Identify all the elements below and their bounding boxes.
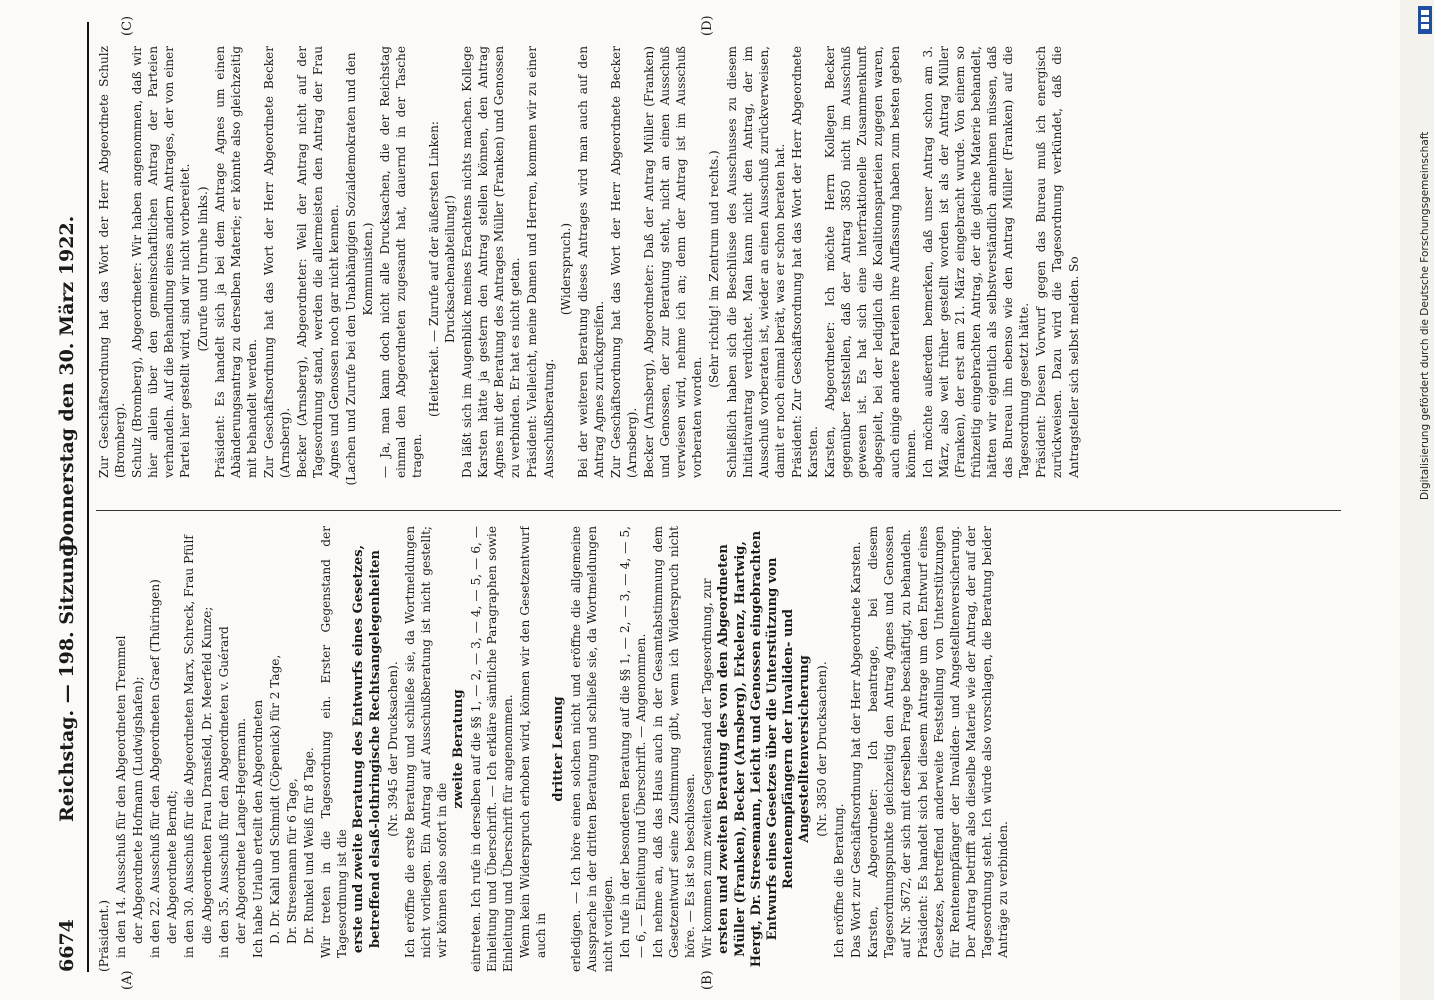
margin-mark-b: (B)	[700, 970, 715, 990]
paragraph: D. Dr. Kahl und Schmidt (Cöpenick) für 2 Tage,	[267, 654, 282, 944]
paragraph: Zur Geschäftsordnung hat das Wort der Herr Abgeordnete Schulz (Bromberg).	[97, 46, 128, 478]
paragraph: der Abgeordnete Berndt;	[165, 790, 180, 944]
paragraph: der Abgeordnete Hofmann (Ludwigshafen);	[131, 676, 146, 944]
paragraph: Zur Geschäftsordnung hat das Wort der Herr Abgeordnete Becker (Arnsberg).	[261, 46, 293, 478]
session-date: Donnerstag den 30. März 1922.	[56, 215, 78, 552]
agenda-heading: dritter Lesung	[550, 696, 566, 802]
column-divider	[96, 510, 1341, 511]
paragraph: Wir treten in die Tagesordnung ein. Erster Gegenstand der Tagesordnung ist die	[319, 526, 350, 958]
paragraph: (Sehr richtig! im Zentrum und rechts.)	[707, 150, 722, 388]
paragraph: Präsident: Vielleicht, meine Damen und Herren, kommen wir zu einer Ausschußberatung.	[525, 46, 556, 478]
paragraph: (Nr. 3850 der Drucksachen).	[815, 661, 830, 837]
paragraph: Ich rufe in der besonderen Beratung auf die §§ 1, — 2, — 3, — 4, — 5, — 6, — Einleitung und Überschrift. — Angenommen.	[617, 526, 648, 958]
paragraph: Dr. Runkel und Weiß für 8 Tage.	[302, 747, 317, 944]
paragraph: Becker (Arnsberg), Abgeordneter: Weil der Antrag nicht auf der Tagesordnung stand, werden die allermeisten den Antrag der Frau Agnes und Genossen noch gar nicht kennen.	[295, 46, 342, 478]
paragraph: (Lachen und Zurufe bei den Unabhängigen Sozialdemokraten und den Kommunisten.)	[344, 52, 375, 486]
paragraph: Karsten, Abgeordneter: Ich beantrage, bei diesem Tagesordnungspunkte gleichzeitig den Antrag Agnes und Genossen auf Nr. 3672, der sich mit derselben Frage beschäftigt, zu behandeln.	[866, 526, 913, 958]
digitization-note	[1418, 40, 1432, 500]
paragraph: (Nr. 3945 der Drucksachen).	[385, 661, 400, 837]
agenda-heading: zweite Beratung	[450, 689, 466, 809]
page-header	[56, 20, 86, 972]
paragraph: in den 35. Ausschuß für den Abgeordneten v. Guérard	[216, 626, 231, 958]
agenda-heading: ersten und zweiten Beratung des von den Abgeordneten Müller (Franken), Becker (Arnsberg), Erkelenz, Hartwig, Hergt, Dr. Stresemann, Leicht und Genossen eingebrachten Entwurfs eines Gesetzes über die Unterstützung von Rentenempfängern der Invaliden- und Angestelltenversicherung	[716, 530, 812, 968]
right-column	[96, 46, 1346, 492]
paragraph: Zur Geschäftsordnung hat das Wort der Herr Abgeordnete Becker (Arnsberg).	[608, 46, 639, 478]
paragraph: Präsident: Es handelt sich bei diesem Antrage um den Entwurf eines Gesetzes, betreffend anderweite Feststellung von Unterstützungen für Rentenempfänger der Invaliden- und Angestelltenversicherung. Der Antrag betrifft also dieselbe Materie wie der Antrag, der auf der Tagesordnung steht. Ich würde also vorschlagen, die Beratung beider Anträge zu verbinden.	[915, 526, 1011, 958]
digitization-note-text: Digitalisierung gefördert durch die Deutsche Forschungsgemeinschaft	[1419, 131, 1431, 500]
paragraph: (Widerspruch.)	[558, 222, 573, 316]
paragraph: erledigen. — Ich höre einen solchen nicht und eröffne die allgemeine Aussprache in der dritten Beratung und schließe sie, da Wortmeldungen nicht vorliegen.	[568, 526, 615, 972]
paragraph: — Ja, man kann doch nicht alle Drucksachen, die der Reichstag einmal den Abgeordneten zugesandt hat, dauernd in der Tasche tragen.	[377, 46, 424, 478]
paragraph: (Zurufe und Unruhe links.)	[195, 186, 210, 352]
paragraph: Präsident: Diesen Vorwurf gegen das Bureau muß ich energisch zurückweisen. Dazu wird die Tagesordnung verkündet, daß die Antragsteller sich selbst melden. So	[1034, 46, 1081, 478]
margin-mark-c: (C)	[120, 15, 135, 36]
paragraph: die Abgeordneten Frau Dransfeld, Dr. Meerfeld Kunze;	[199, 606, 214, 944]
paragraph: Wir kommen zum zweiten Gegenstand der Tagesordnung, zur	[700, 578, 715, 958]
paragraph: Ich eröffne die erste Beratung und schließe sie, da Wortmeldungen nicht vorliegen. Ein Antrag auf Ausschußberatung ist nicht gestellt; wir können also sofort in die	[402, 526, 449, 958]
paragraph: der Abgeordnete Lange-Hegermann.	[233, 717, 248, 944]
margin-mark-d: (D)	[700, 15, 715, 36]
paragraph: in den 14. Ausschuß für den Abgeordneten Tremmel	[114, 635, 129, 958]
paragraph: Ich eröffne die Beratung.	[832, 803, 847, 958]
paragraph: eintreten. Ich rufe in derselben auf die §§ 1, — 2, — 3, — 4, — 5, — 6, — Einleitung und Überschrift. — Ich erkläre sämtliche Paragraphen sowie Einleitung und Überschrift für angenommen.	[469, 526, 516, 972]
paragraph: Das Wort zur Geschäftsordnung hat der Herr Abgeordnete Karsten.	[849, 541, 864, 958]
paragraph: Ich habe Urlaub erteilt den Abgeordneten	[250, 699, 265, 958]
paragraph: in den 30. Ausschuß für die Abgeordneten Marx, Schreck, Frau Pfülf	[182, 535, 197, 958]
paragraph: Da läßt sich im Augenblick meines Erachtens nichts machen. Kollege Karsten hätte ja gestern den Antrag stellen können, den Antrag Agnes mit der Beratung des Antrages Müller (Franken) und Genossen zu verbinden. Er hat es nicht getan.	[460, 46, 523, 478]
dfg-logo-icon	[1418, 6, 1432, 34]
paragraph: Ich möchte außerdem bemerken, daß unser Antrag schon am 3. März, also weit früher gestellt worden ist als der Antrag Müller (Franken), der erst am 21. März eingebracht wurde. Von einem so frühzeitig eingebrachten Antrag, der die gleiche Materie behandelt, hätten wir eigentlich als selbstverständlich annehmen müssen, daß das Bureau ihn ebenso wie den Antrag Müller (Franken) auf die Tagesordnung gesetzt hätte.	[920, 46, 1032, 478]
paragraph: Präsident: Zur Geschäftsordnung hat das Wort der Herr Abgeordnete Karsten.	[789, 46, 821, 478]
agenda-heading: erste und zweite Beratung des Entwurfs eines Gesetzes, betreffend elsaß-lothringische Rechtsangelegenheiten	[351, 544, 383, 954]
paragraph: Schulz (Bromberg), Abgeordneter: Wir haben angenommen, daß wir hier allein über den gemeinschaftlichen Antrag der Parteien verhandeln. Auf die Behandlung eines andern Antrages, der von einer Partei hier gestellt wird, sind wir nicht vorbereitet.	[130, 46, 193, 478]
paragraph: Wenn kein Widerspruch erhoben wird, können wir den Gesetzentwurf auch in	[518, 526, 549, 958]
paragraph: (Heiterkeit. — Zurufe auf der äußersten Linken: Drucksachenabteilung!)	[426, 121, 457, 417]
margin-mark-a: (A)	[120, 970, 135, 990]
paragraph: in den 22. Ausschuß für den Abgeordneten Graef (Thüringen)	[148, 579, 163, 958]
paragraph: Karsten, Abgeordneter: Ich möchte Herrn Kollegen Becker gegenüber feststellen, daß der Antrag 3850 nicht im Ausschuß gewesen ist. Es hat sich eine interfraktionelle Zusammenkunft abgespielt, bei der lediglich die Koalitionsparteien zugegen waren, auch einige andere Parteien ihre Auffassung haben zum besten geben können.	[823, 46, 918, 478]
left-column	[96, 526, 1346, 972]
paragraph: (Präsident.)	[97, 899, 111, 972]
paragraph: Bei der weiteren Beratung dieses Antrages wird man auch auf den Antrag Agnes zurückgreifen.	[575, 46, 606, 478]
paragraph: Schließlich haben sich die Beschlüsse des Ausschusses zu diesem Initiativantrag verdichtet. Man kann nicht den Antrag, der im Ausschuß vorberaten ist, wieder an einen Ausschuß zurückverweisen, damit er noch einmal berät, was er schon beraten hat.	[724, 46, 787, 478]
paragraph: Dr. Stresemann für 6 Tage,	[285, 778, 300, 944]
page-number: 6674	[56, 919, 78, 972]
header-rule	[87, 22, 89, 972]
paragraph: Ich nehme an, daß das Haus auch in der Gesamtabstimmung dem Gesetzentwurf seine Zustimmung gibt, wenn ich Widerspruch nicht höre. — Es ist so beschlossen.	[651, 526, 698, 958]
paragraph: Präsident: Es handelt sich ja bei dem Antrage Agnes um einen Abänderungsantrag zu derselben Materie; er könnte also gleichzeitig mit behandelt werden.	[212, 46, 259, 478]
paragraph: Becker (Arnsberg), Abgeordneter: Daß der Antrag Müller (Franken) und Genossen, der zur Beratung steht, nicht an einen Ausschuß verwiesen wird, nehme ich an; denn der Antrag ist im Ausschuß vorberaten worden.	[642, 46, 705, 478]
session-title: Reichstag. — 198. Sitzung.	[56, 536, 78, 822]
